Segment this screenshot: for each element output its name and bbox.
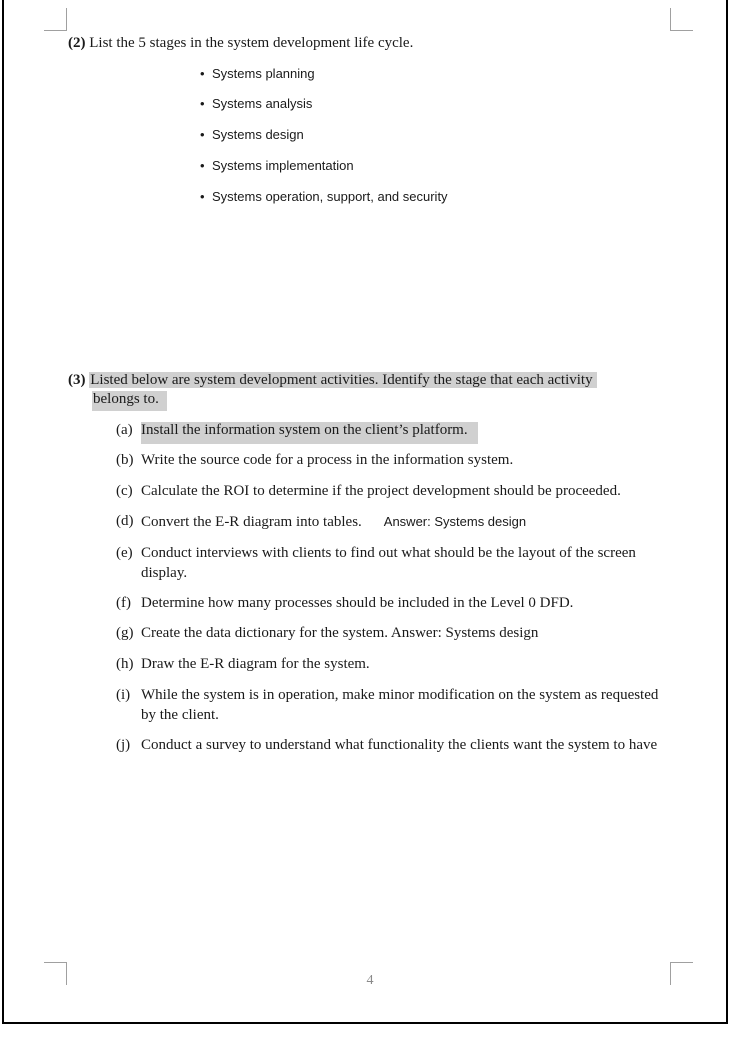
- stage-item: • Systems design: [200, 127, 304, 142]
- question-3-number: (3): [68, 372, 86, 388]
- activity-item: [116, 512, 676, 533]
- question-3-prompt-line2: belongs to.: [92, 391, 167, 411]
- activity-text: Write the source code for a process in the information system.: [141, 452, 514, 468]
- activity-text: While the system is in operation, make minor modification on the system as requested by the client.: [141, 687, 659, 723]
- stage-label: Systems design: [212, 127, 304, 142]
- activity-text: Calculate the ROI to determine if the project development should be proceeded.: [141, 483, 621, 499]
- stage-label: Systems planning: [212, 66, 315, 81]
- activity-label: (j): [116, 737, 131, 753]
- activity-item: [116, 736, 676, 756]
- activity-item: [116, 594, 676, 614]
- question-3-line2: [92, 390, 167, 409]
- activity-label: (f): [116, 595, 131, 611]
- activity-item: [116, 655, 676, 675]
- activity-label: (e): [116, 545, 133, 561]
- activity-text: Draw the E-R diagram for the system.: [141, 656, 370, 672]
- stage-item: • Systems implementation: [200, 158, 354, 173]
- activity-label: (h): [116, 656, 134, 672]
- crop-mark-top-left: [44, 8, 67, 31]
- activity-item: [116, 451, 676, 471]
- activity-text: Conduct a survey to understand what functionality the clients want the system to have: [141, 737, 658, 753]
- activity-item: [116, 544, 676, 583]
- stage-label: Systems implementation: [212, 158, 354, 173]
- activity-label: (g): [116, 625, 134, 641]
- activity-answer: Answer: Systems design: [383, 514, 527, 529]
- activity-item: [116, 624, 676, 644]
- activity-item: [116, 421, 676, 441]
- question-3-prompt-line1: Listed below are system development activities. Identify the stage that each activity: [89, 372, 596, 388]
- crop-mark-top-right: [670, 8, 693, 31]
- stage-label: Systems operation, support, and security: [212, 189, 448, 204]
- stage-item: • Systems planning: [200, 66, 315, 81]
- activity-label: (b): [116, 452, 134, 468]
- stage-label: Systems analysis: [212, 96, 313, 111]
- stage-item: • Systems operation, support, and security: [200, 189, 448, 204]
- activity-text: Conduct interviews with clients to find out what should be the layout of the screen display.: [141, 545, 636, 581]
- question-2-number: (2): [68, 35, 86, 51]
- page-number: 4: [366, 973, 374, 988]
- activity-label: (i): [116, 687, 131, 703]
- activity-text: Convert the E-R diagram into tables.: [141, 514, 362, 530]
- document-page: [2, 0, 728, 1024]
- stage-item: • Systems analysis: [200, 96, 313, 111]
- activity-label: (c): [116, 483, 133, 499]
- question-2-prompt: List the 5 stages in the system development life cycle.: [89, 35, 414, 51]
- activity-text: Determine how many processes should be included in the Level 0 DFD.: [141, 595, 574, 611]
- activity-text: Create the data dictionary for the system. Answer: Systems design: [141, 625, 539, 641]
- activity-text: Install the information system on the client’s platform.: [141, 422, 478, 444]
- activity-label: (a): [116, 422, 133, 438]
- question-3: [68, 371, 597, 390]
- activity-item: [116, 482, 676, 502]
- activity-label: (d): [116, 513, 134, 529]
- activity-item: [116, 686, 676, 725]
- question-2: [68, 34, 413, 53]
